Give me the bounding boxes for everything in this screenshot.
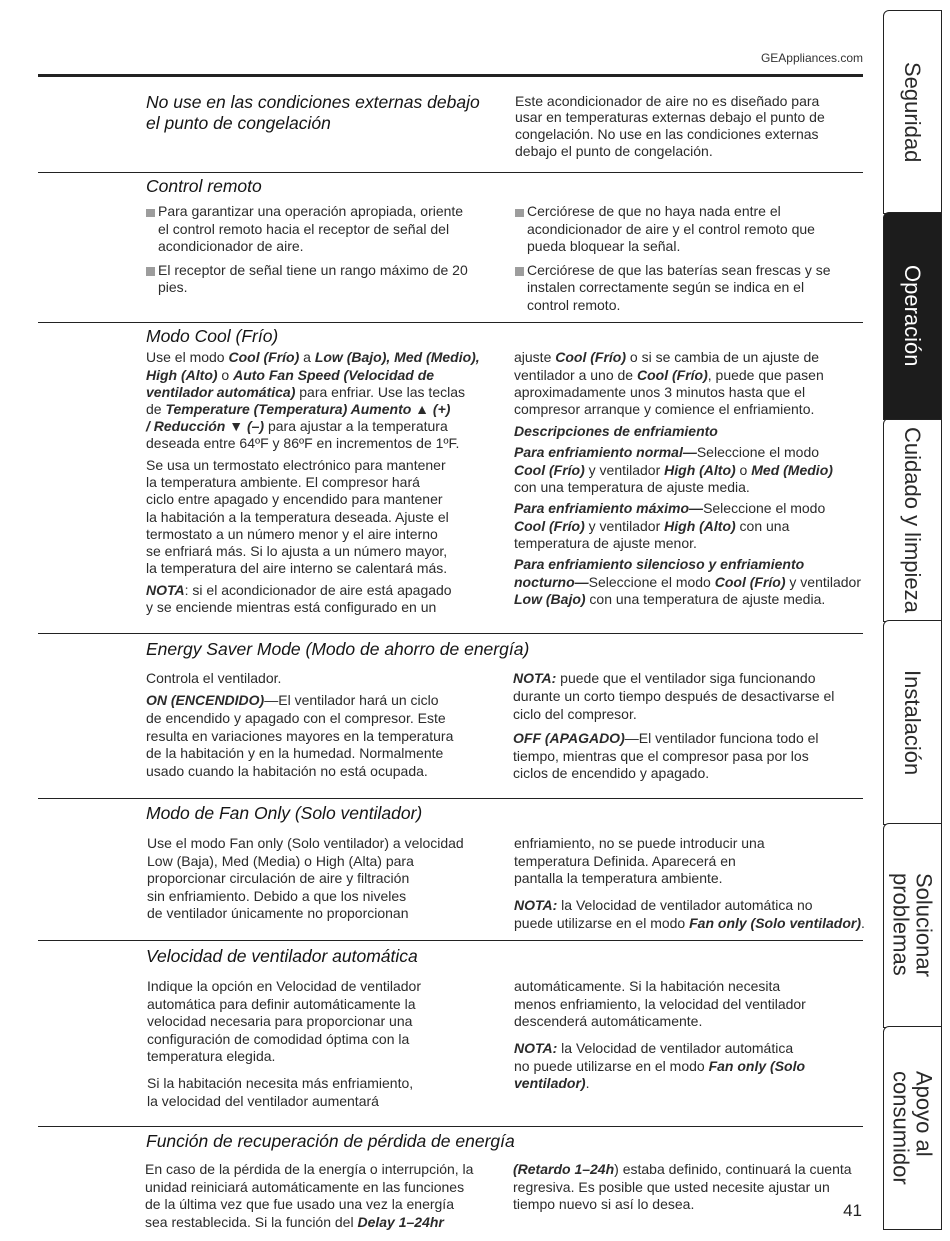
text-line — [527, 279, 831, 297]
text-run: temperatura de ajuste menor. — [514, 534, 697, 551]
emphasis-text: Low (Bajo) — [514, 590, 586, 607]
emphasis-text: Med (Medio) — [751, 461, 833, 478]
tab-label: Seguridad — [900, 61, 925, 162]
text-run: —El ventilador hará un ciclo — [264, 691, 439, 708]
text-run: acondicionador de aire y el control remoto que — [527, 220, 815, 237]
text-line — [513, 1196, 852, 1214]
right-column — [515, 93, 825, 160]
emphasis-text: NOTA: — [513, 670, 557, 686]
text-line — [514, 1075, 806, 1093]
text-run: para ajustar a la temperatura — [264, 418, 448, 435]
tab-instalacion — [883, 620, 942, 825]
left-column — [147, 978, 421, 1110]
text-line — [514, 591, 861, 608]
text-line — [514, 423, 861, 440]
bullet-square-icon — [146, 267, 155, 276]
section-heading: Velocidad de ventilador automática — [146, 946, 418, 966]
text-run: Seleccione el modo — [588, 573, 715, 590]
text-line — [147, 888, 464, 906]
emphasis-text: Descripciones de enfriamiento — [514, 422, 718, 439]
text-line — [145, 1179, 473, 1197]
text-run: Cerciórese de que no haya nada entre el — [527, 203, 781, 220]
section-divider — [38, 633, 863, 635]
text-run: Use el modo — [146, 349, 229, 366]
emphasis-text: High (Alto) — [664, 461, 736, 478]
text-run: El receptor de señal tiene un rango máximo de 20 — [158, 261, 468, 278]
text-run: ciclo entre apagado y encendido para mantener — [146, 491, 443, 508]
text-line — [514, 518, 861, 535]
text-line — [146, 474, 480, 491]
text-line — [158, 203, 468, 221]
left-column — [146, 349, 480, 616]
section-heading: Modo de Fan Only (Solo ventilador) — [146, 803, 423, 823]
text-run: pies. — [158, 279, 188, 296]
text-run: durante un corto tiempo después de desactivarse el — [513, 687, 835, 704]
text-line — [146, 435, 480, 452]
paragraph — [514, 444, 861, 496]
text-line — [514, 401, 861, 418]
text-line — [146, 728, 453, 746]
text-run: y ventilador — [785, 573, 861, 590]
paragraph — [514, 423, 861, 440]
text-run: la Velocidad de ventilador automática no — [557, 897, 813, 914]
paragraph — [147, 978, 421, 1066]
right-column — [514, 978, 806, 1093]
heading-line: No use en las condiciones externas debajo — [146, 92, 480, 112]
text-line — [514, 384, 861, 401]
tab-seguridad — [883, 10, 942, 214]
website-label: GEAppliances.com — [760, 51, 863, 65]
text-run: ventilador a uno de — [514, 366, 637, 383]
tab-label-line: consumidor — [888, 1071, 914, 1185]
text-line — [514, 574, 861, 591]
paragraph — [514, 897, 865, 932]
text-line — [146, 543, 480, 560]
emphasis-text: OFF (APAGADO) — [513, 729, 625, 746]
text-run: de — [146, 400, 166, 417]
text-run: de encendido y apagado con el compresor. Este — [146, 709, 446, 726]
bullet-item — [515, 262, 831, 315]
text-line — [146, 745, 453, 763]
emphasis-text: Auto Fan Speed (Velocidad de — [233, 366, 435, 383]
emphasis-text: ventilador automática) — [146, 383, 296, 400]
emphasis-text: Delay 1–24hr — [357, 1213, 444, 1230]
text-run: —El ventilador funciona todo el — [624, 729, 819, 746]
text-line — [514, 915, 865, 933]
right-column — [513, 670, 834, 783]
text-line — [147, 1093, 421, 1111]
text-run: automáticamente. Si la habitación necesita — [514, 978, 781, 995]
text-line — [514, 1058, 806, 1076]
text-run: ajuste — [514, 349, 556, 366]
text-line — [513, 730, 834, 748]
emphasis-text: Cool (Frío) — [514, 461, 585, 478]
text-line — [513, 748, 834, 766]
text-run: velocidad necesaria para proporcionar una — [147, 1013, 413, 1030]
right-column — [515, 203, 831, 314]
tab-label: Instalación — [900, 669, 925, 775]
section-divider — [38, 798, 863, 800]
text-line — [147, 996, 421, 1014]
text-run: de la última vez que fue usado una vez la energía — [145, 1196, 454, 1213]
text-run: termostato a un número menor y el aire interno — [146, 525, 438, 542]
text-run: para enfriar. Use las teclas — [295, 383, 466, 400]
text-line — [513, 688, 834, 706]
text-run: pantalla la temperatura ambiente. — [514, 870, 723, 887]
text-run: Este acondicionador de aire no es diseñado para — [515, 92, 820, 109]
section-heading: Modo Cool (Frío) — [146, 326, 279, 346]
text-run: descenderá automáticamente. — [514, 1013, 703, 1030]
right-column — [514, 349, 861, 608]
text-line — [514, 367, 861, 384]
right-column — [514, 835, 865, 932]
text-line — [146, 401, 480, 418]
tab-label-line: problemas — [888, 873, 914, 976]
text-run: o — [217, 366, 234, 383]
emphasis-text: / Reducción ▼ (–) — [146, 418, 265, 435]
text-run: la habitación a la temperatura deseada. Ajuste el — [146, 508, 449, 525]
text-line — [146, 560, 480, 577]
text-run: a — [299, 349, 315, 366]
section-heading: Control remoto — [146, 176, 262, 196]
bullet-item — [515, 203, 831, 256]
text-line — [146, 763, 453, 781]
text-run: la Velocidad de ventilador automática — [557, 1040, 794, 1057]
text-run: proporcionar circulación de aire y filtración — [147, 870, 410, 887]
left-column — [145, 1161, 473, 1231]
text-line — [158, 262, 468, 280]
paragraph — [513, 730, 834, 783]
text-run: compresor arranque y comience el enfriamiento. — [514, 400, 815, 417]
emphasis-text: NOTA — [146, 581, 185, 598]
emphasis-text: Cool (Frío) — [714, 573, 786, 590]
text-line — [146, 384, 480, 401]
text-line — [146, 418, 480, 435]
tab-solucionar-problemas — [883, 823, 942, 1028]
paragraph — [514, 349, 861, 418]
section-divider — [38, 172, 863, 174]
text-line — [514, 444, 861, 461]
bullet-square-icon — [146, 209, 155, 218]
text-line — [146, 710, 453, 728]
text-line — [513, 1161, 852, 1179]
section-divider — [38, 940, 863, 942]
text-run: Si la habitación necesita más enfriamiento, — [147, 1075, 414, 1092]
tab-label: Operación — [900, 264, 925, 367]
left-column — [146, 203, 468, 297]
section-heading — [146, 92, 480, 134]
paragraph — [147, 835, 464, 923]
tab-operacion — [883, 212, 942, 420]
paragraph — [514, 500, 861, 552]
text-line — [147, 1031, 421, 1049]
text-line — [515, 109, 825, 126]
section-divider — [38, 1126, 863, 1128]
text-line — [515, 143, 825, 160]
text-run: usar en temperaturas externas debajo el punto de — [515, 109, 825, 126]
text-line — [158, 279, 468, 297]
text-run: Indique la opción en Velocidad de ventilador — [147, 978, 421, 995]
paragraph — [146, 582, 480, 616]
text-run: tiempo, mientras que el compresor pasa por los — [513, 747, 809, 764]
text-run: Use el modo Fan only (Solo ventilador) a velocidad — [147, 835, 464, 852]
text-run: tiempo nuevo si así lo desea. — [513, 1196, 695, 1213]
emphasis-text: Para enfriamiento máximo— — [514, 500, 704, 517]
text-line — [147, 870, 464, 888]
text-line — [158, 238, 468, 256]
text-line — [146, 670, 453, 688]
text-run: de la habitación y en la humedad. Normalmente — [146, 745, 444, 762]
emphasis-text: NOTA: — [514, 1040, 558, 1057]
bullet-item — [146, 203, 468, 256]
text-run: sea restablecida. Si la función del — [145, 1213, 358, 1230]
text-line — [145, 1214, 473, 1232]
emphasis-text: (Retardo 1–24h — [513, 1161, 615, 1178]
text-line — [514, 996, 806, 1014]
emphasis-text: Temperature (Temperatura) Aumento ▲ (+) — [165, 400, 451, 417]
text-line — [515, 126, 825, 143]
text-line — [147, 835, 464, 853]
section-heading: Energy Saver Mode (Modo de ahorro de energía) — [146, 639, 530, 659]
text-run: menos enfriamiento, la velocidad del ventilador — [514, 995, 806, 1012]
emphasis-text: Low (Bajo), Med (Medio), — [314, 349, 480, 366]
text-line — [514, 535, 861, 552]
text-line — [146, 526, 480, 543]
emphasis-text: Cool (Frío) — [636, 366, 708, 383]
text-line — [146, 491, 480, 508]
text-line — [513, 1179, 852, 1197]
text-line — [513, 706, 834, 724]
text-run: deseada entre 64ºF y 86ºF en incrementos de 1ºF. — [146, 435, 460, 452]
text-run: Para garantizar una operación apropiada, oriente — [158, 203, 464, 220]
text-run: y ventilador — [584, 461, 665, 478]
tab-label — [890, 873, 936, 977]
text-run: temperatura Definida. Aparecerá en — [514, 852, 736, 869]
text-run: la temperatura del aire interno se calentará más. — [146, 560, 448, 577]
text-line — [514, 835, 865, 853]
text-run: ) estaba definido, continuará la cuenta — [614, 1161, 852, 1178]
tab-cuidado-y-limpieza — [883, 418, 942, 622]
text-run: : si el acondicionador de aire está apagado — [184, 581, 452, 598]
emphasis-text: nocturno— — [514, 573, 589, 590]
paragraph — [146, 457, 480, 577]
text-line — [514, 556, 861, 573]
text-run: configuración de comodidad óptima con la — [147, 1030, 410, 1047]
text-run: . — [585, 1075, 590, 1092]
paragraph — [514, 835, 865, 888]
emphasis-text: Fan only (Solo — [708, 1057, 806, 1074]
page-number: 41 — [843, 1201, 862, 1220]
text-run: instalen correctamente según se indica en el — [527, 279, 805, 296]
emphasis-text: Para enfriamiento silencioso y enfriamiento — [514, 556, 805, 573]
text-line — [146, 509, 480, 526]
text-run: Cerciórese de que las baterías sean frescas y se — [527, 261, 831, 278]
text-run: Seleccione el modo — [696, 444, 820, 461]
emphasis-text: Cool (Frío) — [228, 349, 300, 366]
text-run: usado cuando la habitación no está ocupada. — [146, 763, 428, 780]
text-line — [146, 582, 480, 599]
text-run: En caso de la pérdida de la energía o interrupción, la — [145, 1161, 474, 1178]
text-run: Seleccione el modo — [703, 500, 826, 517]
text-run: regresiva. Es posible que usted necesite ajustar un — [513, 1178, 830, 1195]
text-run: debajo el punto de congelación. — [515, 142, 713, 159]
text-run: el control remoto hacia el receptor de señal del — [158, 220, 450, 237]
paragraph — [515, 93, 825, 160]
text-run: unidad reiniciará automáticamente en las funciones — [145, 1178, 465, 1195]
paragraph — [146, 692, 453, 781]
text-line — [147, 1048, 421, 1066]
text-run: y se enciende mientras está configurado en un — [146, 599, 437, 616]
section-divider — [38, 322, 863, 324]
left-column — [147, 835, 464, 923]
text-line — [515, 93, 825, 110]
right-column — [513, 1161, 852, 1214]
text-run: sin enfriamiento. Debido a que los niveles — [147, 887, 407, 904]
text-line — [146, 457, 480, 474]
emphasis-text: ON (ENCENDIDO) — [146, 691, 265, 708]
text-run: congelación. No use en las condiciones externas — [515, 125, 819, 142]
paragraph — [145, 1161, 473, 1231]
text-line — [514, 1040, 806, 1058]
text-run: , puede que pasen — [707, 366, 824, 383]
text-run: . — [861, 914, 865, 931]
tab-apoyo-al-consumidor — [883, 1026, 942, 1230]
text-run: con una — [735, 517, 790, 534]
heading-line: el punto de congelación — [146, 113, 331, 133]
text-line — [147, 978, 421, 996]
emphasis-text: Para enfriamiento normal— — [514, 444, 697, 461]
paragraph — [514, 556, 861, 608]
text-run: acondicionador de aire. — [158, 238, 304, 255]
text-run: la velocidad del ventilador aumentará — [147, 1092, 379, 1109]
text-line — [513, 670, 834, 688]
emphasis-text: Cool (Frío) — [514, 517, 585, 534]
emphasis-text: ventilador) — [514, 1075, 586, 1092]
text-line — [513, 765, 834, 783]
text-line — [147, 1075, 421, 1093]
text-line — [147, 1013, 421, 1031]
text-line — [146, 599, 480, 616]
tab-label-line: Apoyo al — [911, 1071, 937, 1157]
text-run: la temperatura ambiente. El compresor hará — [146, 474, 420, 491]
paragraph — [513, 1161, 852, 1214]
text-line — [514, 853, 865, 871]
text-run: resulta en variaciones mayores en la temperatura — [146, 727, 454, 744]
text-line — [527, 262, 831, 280]
text-line — [146, 692, 453, 710]
text-line — [527, 221, 831, 239]
text-line — [514, 349, 861, 366]
paragraph — [514, 1040, 806, 1093]
header-rule — [38, 74, 863, 77]
left-column — [146, 670, 453, 781]
text-run: control remoto. — [527, 296, 621, 313]
text-line — [145, 1161, 473, 1179]
emphasis-text: NOTA: — [514, 897, 558, 914]
text-run: enfriamiento, no se puede introducir una — [514, 835, 765, 852]
text-run: o si se cambia de un ajuste de — [626, 349, 820, 366]
text-run: no puede utilizarse en el modo — [514, 1057, 709, 1074]
text-run: automática para definir automáticamente la — [147, 995, 416, 1012]
text-line — [146, 367, 480, 384]
text-line — [514, 462, 861, 479]
text-line — [147, 853, 464, 871]
text-line — [514, 1013, 806, 1031]
paragraph — [146, 670, 453, 688]
section-heading: Función de recuperación de pérdida de energía — [146, 1131, 515, 1151]
text-line — [514, 500, 861, 517]
text-run: de ventilador únicamente no proporcionan — [147, 905, 409, 922]
text-line — [158, 221, 468, 239]
emphasis-text: Fan only (Solo ventilador) — [689, 914, 862, 931]
emphasis-text: Cool (Frío) — [555, 349, 627, 366]
text-line — [514, 479, 861, 496]
text-run: Controla el ventilador. — [146, 670, 282, 686]
text-run: o — [735, 461, 752, 478]
text-run: puede utilizarse en el modo — [514, 914, 690, 931]
paragraph — [513, 670, 834, 723]
text-run: con una temperatura de ajuste media. — [585, 590, 826, 607]
text-line — [147, 905, 464, 923]
tab-label-line: Solucionar — [911, 873, 937, 978]
text-run: se enfriará más. Si lo ajusta a un número mayor, — [146, 542, 448, 559]
paragraph — [146, 349, 480, 452]
text-line — [145, 1196, 473, 1214]
text-run: aproximadamente unos 3 minutos hasta que el — [514, 383, 806, 400]
text-run: y ventilador — [584, 517, 665, 534]
text-run: Se usa un termostato electrónico para mantener — [146, 457, 446, 474]
text-line — [514, 897, 865, 915]
text-line — [527, 238, 831, 256]
text-run: temperatura elegida. — [147, 1048, 276, 1065]
text-run: ciclos de encendido y apagado. — [513, 765, 710, 782]
bullet-item — [146, 262, 468, 297]
text-line — [514, 870, 865, 888]
text-run: puede que el ventilador siga funcionando — [556, 670, 816, 686]
emphasis-text: High (Alto) — [146, 366, 218, 383]
tab-label — [890, 1071, 936, 1185]
emphasis-text: High (Alto) — [664, 517, 736, 534]
paragraph — [514, 978, 806, 1031]
text-line — [514, 978, 806, 996]
tab-label: Cuidado y limpieza — [900, 426, 925, 613]
text-line — [527, 203, 831, 221]
text-run: con una temperatura de ajuste media. — [514, 478, 750, 495]
text-run: Low (Baja), Med (Media) o High (Alta) para — [147, 852, 414, 869]
text-line — [527, 297, 831, 315]
text-line — [146, 349, 480, 366]
paragraph — [147, 1075, 421, 1110]
text-run: ciclo del compresor. — [513, 705, 637, 722]
bullet-square-icon — [515, 267, 524, 276]
text-run: pueda bloquear la señal. — [527, 238, 681, 255]
bullet-square-icon — [515, 209, 524, 218]
